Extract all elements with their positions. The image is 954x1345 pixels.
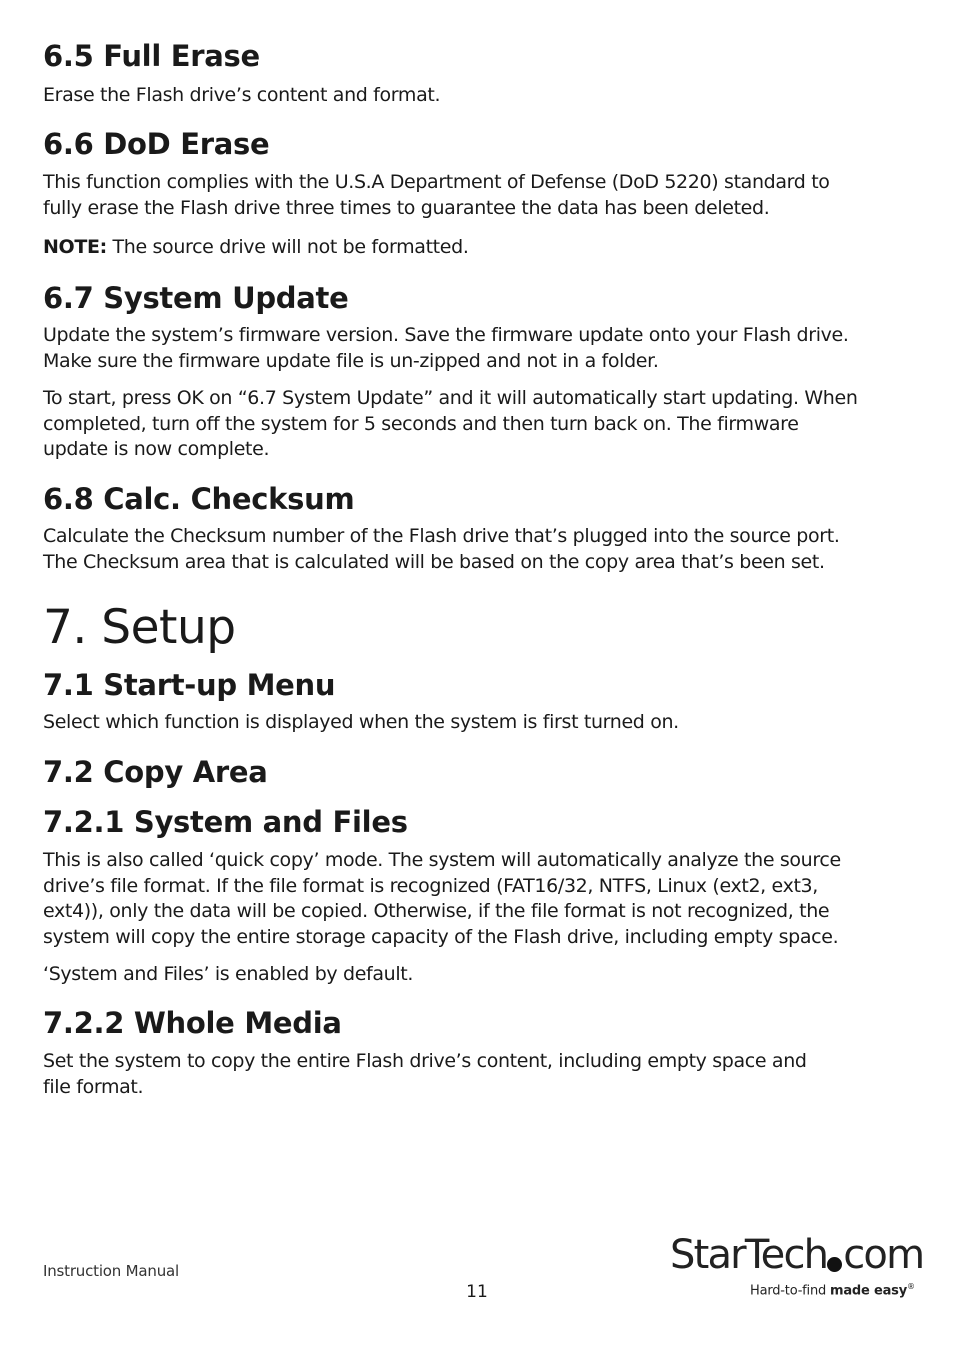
heading-7-2-1: 7.2.1 System and Files <box>43 805 408 839</box>
logo-wordmark-right: com <box>843 1232 924 1278</box>
note-text: The source drive will not be formatted. <box>106 236 469 258</box>
paragraph-6-8-line2: The Checksum area that is calculated will be based on the copy area that’s been set. <box>43 551 825 573</box>
heading-6-6: 6.6 DoD Erase <box>43 127 270 161</box>
paragraph-6-7b-line3: update is now complete. <box>43 438 270 460</box>
tagline-regular: Hard-to-find <box>750 1283 830 1299</box>
logo-tagline <box>750 1282 915 1298</box>
registered-mark: ® <box>906 1282 915 1291</box>
heading-6-8: 6.8 Calc. Checksum <box>43 482 355 516</box>
heading-7-2-2: 7.2.2 Whole Media <box>43 1006 342 1040</box>
heading-6-5: 6.5 Full Erase <box>43 39 260 73</box>
paragraph-6-8-line1: Calculate the Checksum number of the Flash drive that’s plugged into the source port. <box>43 525 840 547</box>
paragraph-7-2-1b: ‘System and Files’ is enabled by default. <box>43 963 414 985</box>
heading-7-2: 7.2 Copy Area <box>43 755 268 789</box>
heading-7: 7. Setup <box>43 600 236 655</box>
paragraph-6-5: Erase the Flash drive’s content and format. <box>43 84 441 106</box>
paragraph-6-7b-line2: completed, turn off the system for 5 seconds and then turn back on. The firmware <box>43 413 799 435</box>
paragraph-7-2-2-line1: Set the system to copy the entire Flash drive’s content, including empty space and <box>43 1050 807 1072</box>
footer-label: Instruction Manual <box>43 1262 179 1280</box>
paragraph-7-2-1-line4: system will copy the entire storage capacity of the Flash drive, including empty space. <box>43 926 839 948</box>
paragraph-7-2-2-line2: file format. <box>43 1076 144 1098</box>
note-6-6 <box>43 235 469 261</box>
logo-wordmark <box>670 1232 923 1278</box>
page-number: 11 <box>466 1282 488 1302</box>
paragraph-7-2-1-line3: ext4)), only the data will be copied. Otherwise, if the file format is not recognized, the <box>43 900 830 922</box>
paragraph-6-7b-line1: To start, press OK on “6.7 System Update” and it will automatically start updating. When <box>43 387 858 409</box>
paragraph-7-2-1-line2: drive’s file format. If the file format is recognized (FAT16/32, NTFS, Linux (ext2, ext3, <box>43 875 818 897</box>
paragraph-6-7-line1: Update the system’s firmware version. Save the firmware update onto your Flash drive. <box>43 324 849 346</box>
startech-logo <box>670 1232 924 1302</box>
paragraph-6-6-line2: fully erase the Flash drive three times to guarantee the data has been deleted. <box>43 197 770 219</box>
note-label: NOTE: <box>43 236 107 258</box>
paragraph-7-1: Select which function is displayed when the system is first turned on. <box>43 711 679 733</box>
paragraph-6-6-line1: This function complies with the U.S.A Department of Defense (DoD 5220) standard to <box>43 171 830 193</box>
tagline-bold: made easy <box>830 1283 907 1299</box>
heading-6-7: 6.7 System Update <box>43 281 349 315</box>
logo-wordmark-left: StarTech <box>670 1232 828 1278</box>
paragraph-7-2-1-line1: This is also called ‘quick copy’ mode. The system will automatically analyze the source <box>43 849 841 871</box>
logo-dot-icon <box>827 1257 842 1272</box>
heading-7-1: 7.1 Start-up Menu <box>43 668 336 702</box>
paragraph-6-7-line2: Make sure the firmware update file is un-zipped and not in a folder. <box>43 350 659 372</box>
